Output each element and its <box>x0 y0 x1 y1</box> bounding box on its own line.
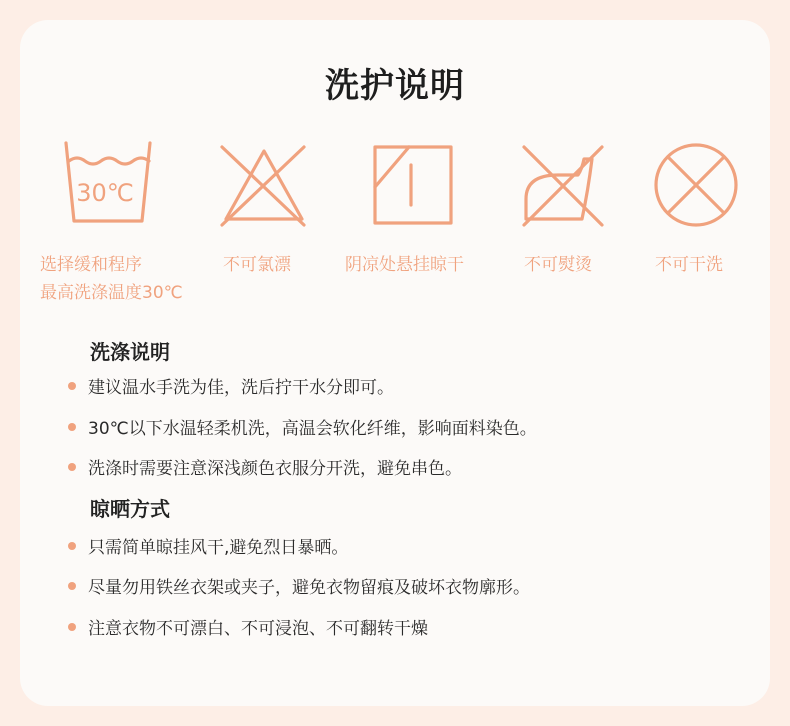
drying-section-title: 晾晒方式 <box>90 497 170 521</box>
bullet-dot <box>68 382 76 390</box>
page-title: 洗护说明 <box>325 66 465 106</box>
washing-section-title: 洗涤说明 <box>90 340 170 364</box>
wash-temp-label: 30℃ <box>76 179 134 207</box>
list-item: 只需简单晾挂风干,避免烈日暴晒。 <box>68 536 348 560</box>
bullet-dot <box>68 623 76 631</box>
list-item: 注意衣物不可漂白、不可浸泡、不可翻转干燥 <box>68 617 428 641</box>
no-bleach-icon <box>216 141 312 237</box>
bullet-dot <box>68 463 76 471</box>
icon-label-no-bleach: 不可氯漂 <box>223 255 291 275</box>
bullet-dot <box>68 542 76 550</box>
line-dry-shade-icon <box>371 141 467 237</box>
list-item: 尽量勿用铁丝衣架或夹子，避免衣物留痕及破坏衣物廓形。 <box>68 576 530 600</box>
list-item: 30℃以下水温轻柔机洗，高温会软化纤维，影响面料染色。 <box>68 417 537 441</box>
icon-label-line-dry: 阴凉处悬挂晾干 <box>345 255 464 275</box>
wash-30-icon <box>61 141 157 237</box>
icon-label-no-dry-clean: 不可干洗 <box>655 255 723 275</box>
icon-label-wash: 选择缓和程序 最高洗涤温度30℃ <box>40 255 183 303</box>
list-item: 建议温水手洗为佳，洗后拧干水分即可。 <box>68 376 394 400</box>
list-item: 洗涤时需要注意深浅颜色衣服分开洗，避免串色。 <box>68 457 462 481</box>
icon-label-no-iron: 不可熨烫 <box>524 255 592 275</box>
no-iron-icon <box>520 141 616 237</box>
care-instructions-card <box>20 20 770 706</box>
bullet-dot <box>68 582 76 590</box>
bullet-dot <box>68 423 76 431</box>
no-dry-clean-icon <box>652 141 748 237</box>
